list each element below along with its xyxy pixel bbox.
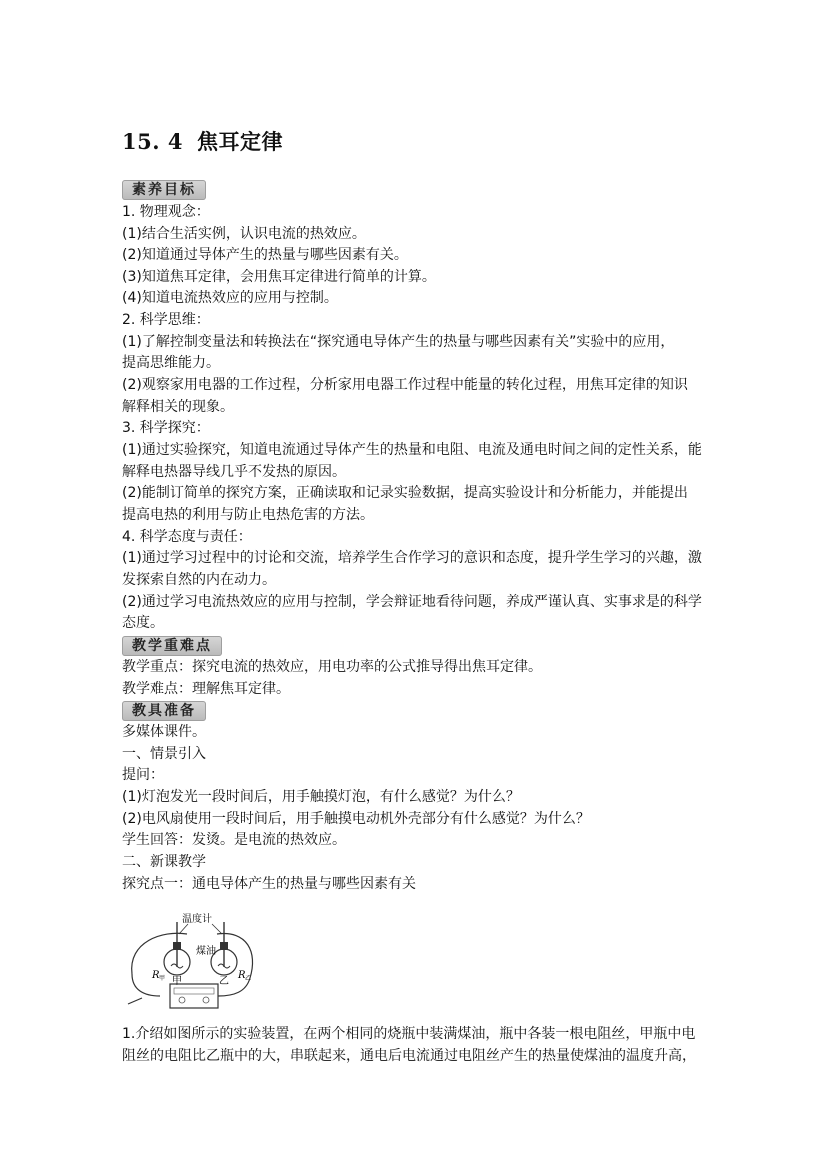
text-line: 3. 科学探究： (122, 420, 210, 436)
text-line: 阻丝的电阻比乙瓶中的大，串联起来，通电后电流通过电阻丝产生的热量使煤油的温度升高， (122, 1048, 696, 1064)
r2-subscript: 乙 (245, 975, 252, 982)
text-line: 多媒体课件。 (122, 724, 206, 740)
text-line: (1)通过实验探究，知道电流通过导体产生的热量和电阻、电流及通电时间之间的定性关系，能 (122, 442, 702, 458)
text-line: 解释电热器导线几乎不发热的原因。 (122, 464, 346, 480)
section-banner-goals: 素养目标 (122, 180, 206, 200)
section-banner-materials: 教具准备 (122, 701, 206, 721)
text-line: (1)结合生活实例，认识电流的热效应。 (122, 226, 366, 242)
flask-a-label: 甲 (172, 976, 182, 987)
text-line: (2)知道通过导体产生的热量与哪些因素有关。 (122, 247, 408, 263)
experiment-diagram (122, 912, 262, 1012)
r1-label: R (152, 970, 160, 981)
text-line: 提问： (122, 767, 164, 783)
text-line: 解释相关的现象。 (122, 399, 234, 415)
text-line: 一、情景引入 (122, 746, 206, 762)
power-supply (170, 984, 218, 1008)
text-line: 教学难点：理解焦耳定律。 (122, 681, 290, 697)
text-line: 4. 科学态度与责任： (122, 529, 252, 545)
text-line: 学生回答：发烫。是电流的热效应。 (122, 832, 346, 848)
text-line: (4)知道电流热效应的应用与控制。 (122, 290, 338, 306)
text-line: 2. 科学思维： (122, 312, 210, 328)
lesson-name: 焦耳定律 (196, 129, 283, 154)
text-line: 提高电热的利用与防止电热危害的方法。 (122, 507, 374, 523)
text-line: 态度。 (122, 615, 164, 631)
text-line: 二、新课教学 (122, 854, 206, 870)
r2-label: R (238, 970, 246, 981)
lesson-title (122, 126, 283, 156)
r1-subscript: 甲 (159, 975, 166, 982)
flask-b-label: 乙 (219, 976, 229, 987)
text-line: (2)观察家用电器的工作过程，分析家用电器工作过程中能量的转化过程，用焦耳定律的知识 (122, 377, 688, 393)
text-line: (2)电风扇使用一段时间后，用手触摸电动机外壳部分有什么感觉？为什么？ (122, 811, 590, 827)
text-line: 探究点一：通电导体产生的热量与哪些因素有关 (122, 876, 416, 892)
text-line: (1)了解控制变量法和转换法在“探究通电导体产生的热量与哪些因素有关”实验中的应用， (122, 334, 675, 350)
text-line: 提高思维能力。 (122, 355, 220, 371)
lesson-number: 15. 4 (122, 129, 183, 154)
text-line: (3)知道焦耳定律，会用焦耳定律进行简单的计算。 (122, 269, 436, 285)
text-line: (1)通过学习过程中的讨论和交流，培养学生合作学习的意识和态度，提升学生学习的兴趣，激 (122, 550, 702, 566)
text-line: 教学重点：探究电流的热效应，用电功率的公式推导得出焦耳定律。 (122, 659, 542, 675)
text-line: (1)灯泡发光一段时间后，用手触摸灯泡，有什么感觉？为什么？ (122, 789, 520, 805)
thermometer-label: 温度计 (182, 914, 212, 925)
switch-icon (128, 998, 142, 1004)
text-line: 1.介绍如图所示的实验装置，在两个相同的烧瓶中装满煤油，瓶中各装一根电阻丝，甲瓶中电 (122, 1026, 696, 1042)
text-line: (2)能制订简单的探究方案，正确读取和记录实验数据，提高实验设计和分析能力，并能提出 (122, 485, 688, 501)
text-line: 1. 物理观念： (122, 204, 210, 220)
label-pointer (212, 924, 222, 934)
section-banner-key-points: 教学重难点 (122, 636, 222, 656)
oil-label: 煤油 (196, 946, 216, 957)
text-line: 发探索自然的内在动力。 (122, 572, 276, 588)
text-line: (2)通过学习电流热效应的应用与控制，学会辩证地看待问题，养成严谨认真、实事求是的科学 (122, 594, 702, 610)
label-pointer (179, 924, 188, 934)
